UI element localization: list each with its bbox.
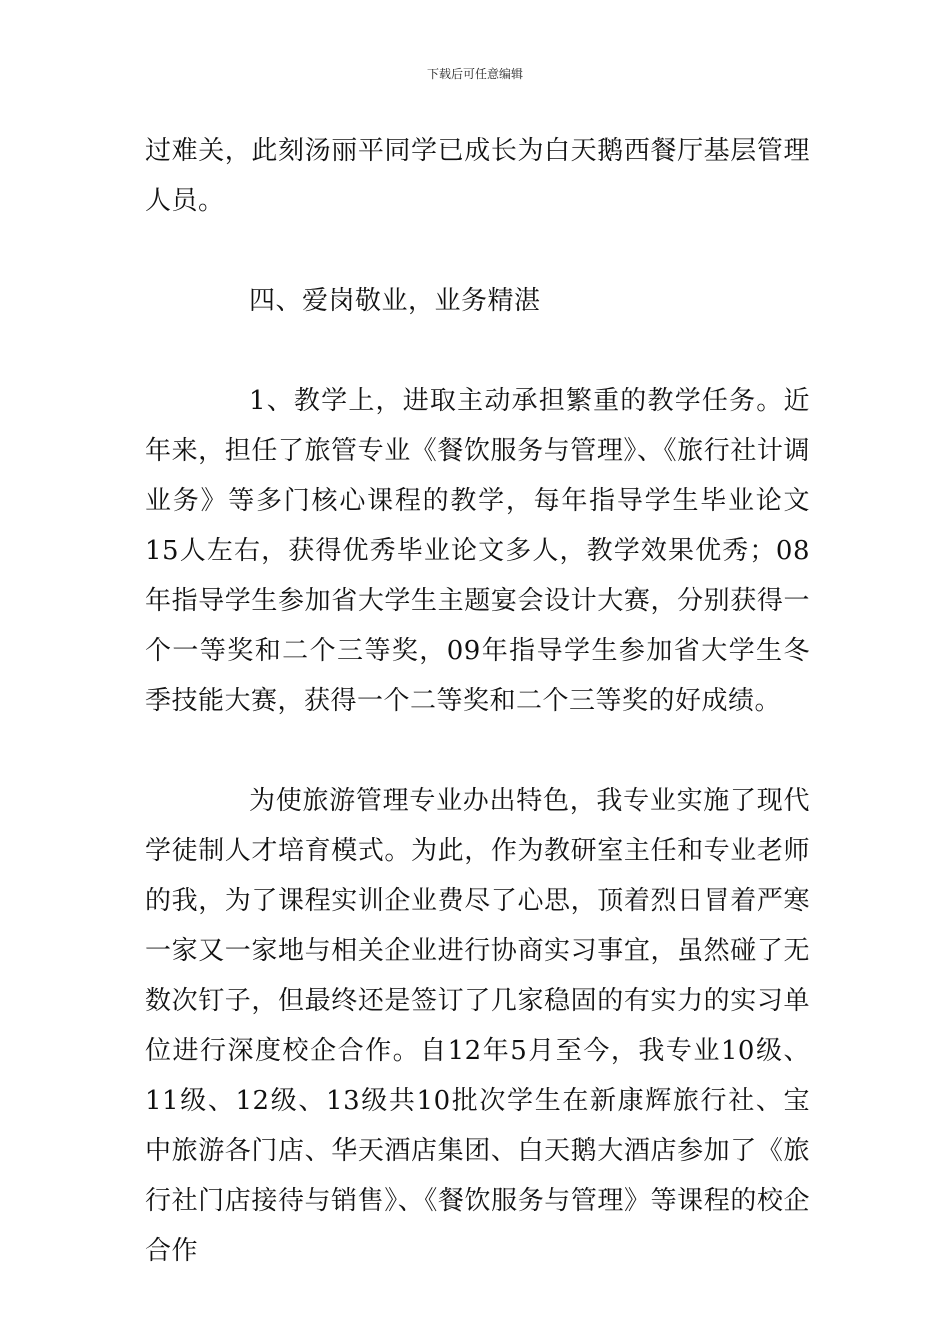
- paragraph-apprenticeship: 为使旅游管理专业办出特色，我专业实施了现代学徒制人才培育模式。为此，作为教研室主任和专业老师的我，为了课程实训企业费尽了心思，顶着烈日冒着严寒一家又一家地与相关企业进行协商实习事宜，虽然碰了无数次钉子，但最终还是签订了几家稳固的有实力的实习单位进行深度校企合作。自12年5月至今，我专业10级、11级、12级、13级共10批次学生在新康辉旅行社、宝中旅游各门店、华天酒店集团、白天鹅大酒店参加了《旅行社门店接待与销售》、《餐饮服务与管理》等课程的校企合作: [145, 786, 810, 1266]
- section-heading: 四、爱岗敬业，业务精湛: [249, 286, 541, 316]
- paragraph-teaching: 1、教学上，进取主动承担繁重的教学任务。近年来，担任了旅管专业《餐饮服务与管理》、《旅行社计调业务》等多门核心课程的教学，每年指导学生毕业论文15人左右，获得优秀毕业论文多人，教学效果优秀；08年指导学生参加省大学生主题宴会设计大赛，分别获得一个一等奖和二个三等奖，09年指导学生参加省大学生冬季技能大赛，获得一个二等奖和二个三等奖的好成绩。: [145, 386, 810, 716]
- page-header-note: 下载后可任意编辑: [426, 67, 523, 81]
- document-body: [145, 126, 810, 1276]
- paragraph-continuation: 过难关，此刻汤丽平同学已成长为白天鹅西餐厅基层管理人员。: [145, 136, 810, 216]
